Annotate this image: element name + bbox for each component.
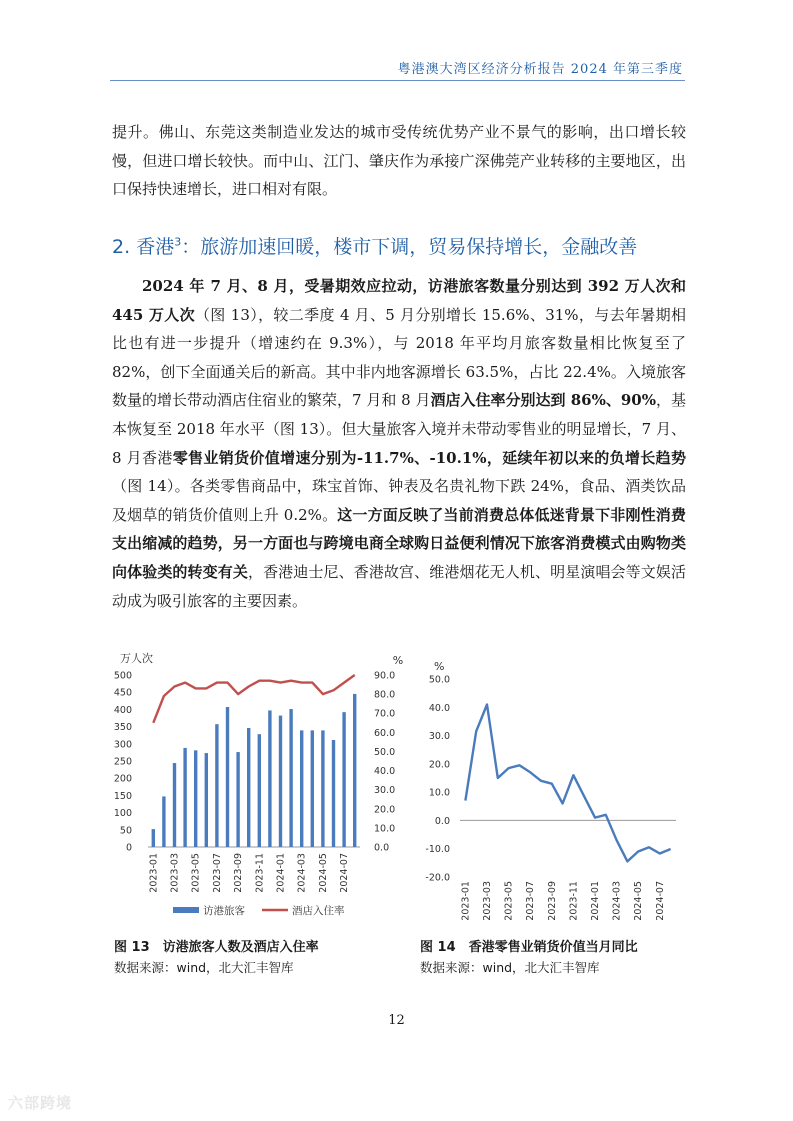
left-tick-label: 400 [113,704,132,716]
left-tick-label: 500 [113,670,132,682]
x-tick-label: 2023-11 [254,853,266,893]
visitor-bar [247,728,250,847]
highlight-hotel: 酒店入住率分别达到 86%、90% [430,391,656,410]
visitor-bar [258,734,261,847]
figure-14-chart [418,658,688,928]
left-tick-label: 50 [119,825,132,837]
legend-line-label: 酒店入住率 [292,905,345,917]
x-tick-label: 2024-05 [633,881,645,921]
right-tick-label: 80.0 [374,689,396,701]
x-tick-label: 2024-01 [590,881,601,921]
legend-bar-label: 访港旅客 [203,905,245,917]
visitor-bar [226,707,229,847]
x-tick-label: 2023-11 [568,881,580,921]
paragraph-hong-kong [112,272,686,615]
visitor-bar [173,763,176,847]
visitor-bar [342,712,345,847]
text-segment: （图 14）。各类零售商品中，珠宝首饰、钟表及名贵礼物下跌 24%，食品、酒类饮品及烟草的销货价值则上升 0.2%。 [112,477,686,524]
visitor-bar [321,730,324,847]
left-tick-label: 300 [113,739,132,751]
header-rule [110,80,685,81]
hotel-occupancy-line [153,675,354,723]
right-axis-unit: % [392,654,404,667]
running-header: 粤港澳大湾区经济分析报告 2024 年第三季度 [397,62,683,77]
left-tick-label: 350 [113,722,132,734]
page-number: 12 [388,1013,405,1028]
visitor-bar [353,694,356,847]
visitor-bar [194,750,197,847]
left-axis-unit: 万人次 [120,652,153,665]
retail-yoy-line [465,705,670,862]
y-tick-label: 30.0 [428,731,450,743]
right-tick-label: 30.0 [374,785,396,797]
figure-14-source: 数据来源：wind，北大汇丰智库 [420,960,600,975]
section-heading [112,232,637,259]
text-segment: ，基本恢复至 2018 年水平（图 13）。但大量旅客入境并未带动零售业的明显增长，7 月、8 月香港 [112,391,686,467]
visitor-bar [215,724,218,847]
left-tick-label: 450 [113,687,132,699]
x-tick-label: 2023-07 [211,853,223,893]
figure-14-caption: 图 14 香港零售业销货价值当月同比 [420,940,638,955]
section-title-rest: ：旅游加速回暖，楼市下调，贸易保持增长，金融改善 [181,236,638,258]
text-segment: ，香港迪士尼、香港故宫、维港烟花无人机、明星演唱会等文娱活动成为吸引旅客的主要因素。 [112,562,686,610]
highlight-visitors: 2024 年 7 月、8 月，受暑期效应拉动，访港旅客数量分别达到 392 万人次和 445 万人次 [112,277,686,324]
highlight-consumption: 这一方面反映了当前消费总体低迷背景下非刚性消费支出缩减的趋势，另一方面也与跨境电商全球购日益便利情况下旅客消费模式由购物类向体验类的转变有关 [112,505,686,581]
section-number: 2. [112,236,131,258]
right-tick-label: 20.0 [374,804,396,816]
y-tick-label: 40.0 [428,702,450,714]
visitor-bar [236,752,239,847]
right-tick-label: 40.0 [374,766,396,778]
paragraph-2-text [112,272,686,615]
right-tick-label: 10.0 [374,823,396,835]
visitor-bar [152,829,155,847]
right-tick-label: 90.0 [374,670,396,682]
visitor-bar [162,796,165,847]
right-tick-label: 50.0 [374,746,396,758]
y-tick-label: 50.0 [428,674,450,686]
paragraph-continued [112,118,686,204]
x-tick-label: 2023-07 [525,881,537,921]
section-name: 香港 [136,236,175,258]
watermark-logo: 六部跨境 [8,1094,73,1112]
x-tick-label: 2024-03 [296,853,308,893]
x-tick-label: 2024-07 [654,881,666,921]
footnote-marker: 3 [174,235,182,249]
visitor-bar [332,740,335,847]
x-tick-label: 2024-01 [275,853,287,893]
x-tick-label: 2023-01 [148,853,160,893]
x-tick-label: 2024-05 [317,853,329,893]
visitor-bar [279,716,282,847]
x-tick-label: 2024-03 [611,881,623,921]
axis-unit: % [434,660,445,673]
right-tick-label: 60.0 [374,727,396,739]
y-tick-label: -20.0 [425,872,450,884]
visitor-bar [183,748,186,847]
left-tick-label: 200 [113,773,132,785]
visitor-bar [289,709,292,847]
y-tick-label: 0.0 [434,815,450,827]
left-tick-label: 250 [113,756,132,768]
x-tick-label: 2023-01 [460,881,472,921]
x-tick-label: 2023-09 [546,881,558,921]
text-segment: （图 13），较二季度 4 月、5 月分别增长 15.6%、31%，与去年暑期相比也有进一步提升（增速约在 9.3%），与 2018 年平均月旅客数量相比恢复至了 82%，创下全面通关后的新高。其中非内地客源增长 63.5%，占比 22.4%。入境旅客数量的增长带动酒店住宿业的繁荣，7 月和 8 月 [112,305,686,410]
x-tick-label: 2023-03 [482,881,493,921]
x-tick-label: 2023-05 [190,853,202,893]
visitor-bar [268,710,271,847]
visitor-bar [300,730,303,847]
paragraph-1-text: 提升。佛山、东莞这类制造业发达的城市受传统优势产业不景气的影响，出口增长较慢，但进口增长较快。而中山、江门、肇庆作为承接广深佛莞产业转移的主要地区，出口保持快速增长，进口相对有限。 [112,123,686,199]
left-tick-label: 0 [125,842,132,854]
figure-13-chart [110,648,415,928]
right-tick-label: 70.0 [374,708,396,720]
visitor-bar [205,753,208,847]
x-tick-label: 2023-09 [233,853,245,893]
figure-13-source: 数据来源：wind，北大汇丰智库 [114,960,294,975]
y-tick-label: 20.0 [428,759,450,771]
legend-bar-swatch [173,907,199,913]
x-tick-label: 2024-07 [339,853,351,893]
visitor-bar [311,730,314,847]
left-tick-label: 150 [113,790,132,802]
right-tick-label: 0.0 [374,842,390,854]
left-tick-label: 100 [113,808,132,820]
y-tick-label: -10.0 [425,844,450,856]
figure-13-caption: 图 13 访港旅客人数及酒店入住率 [114,940,319,955]
x-tick-label: 2023-03 [169,853,181,893]
x-tick-label: 2023-05 [503,881,515,921]
highlight-retail: 零售业销货价值增速分别为-11.7%、-10.1%，延续年初以来的负增长趋势 [172,448,686,467]
y-tick-label: 10.0 [428,787,450,799]
